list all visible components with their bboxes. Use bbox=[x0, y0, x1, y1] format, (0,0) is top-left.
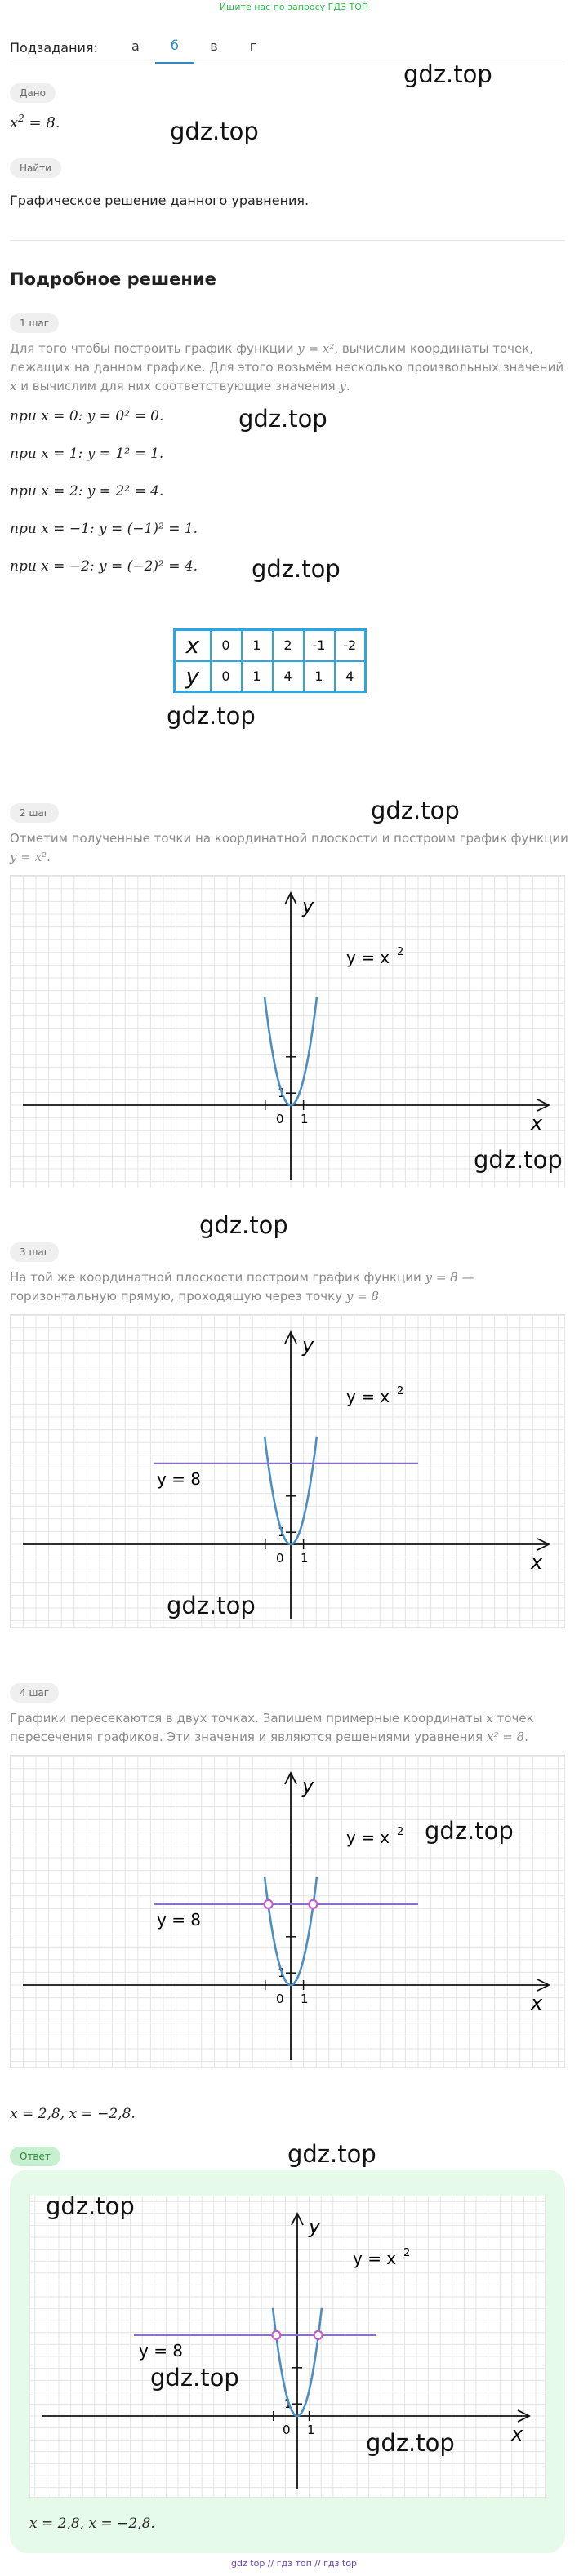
calc-line-4: при x = −1: y = (−1)² = 1. bbox=[10, 521, 198, 537]
subtasks-tabs bbox=[10, 31, 273, 64]
step1-text-b: , вычислим координаты точек, лежащих на данном графике. Для этого возьмём несколько произвольных значений bbox=[10, 341, 564, 375]
step1-x: x bbox=[10, 379, 17, 393]
given-eq-exp: 2 bbox=[18, 113, 24, 124]
coordinate-plane bbox=[10, 875, 565, 1188]
find-text: Графическое решение данного уравнения. bbox=[10, 193, 310, 208]
step1-chip: 1 шаг bbox=[10, 313, 59, 333]
coordinate-plane bbox=[10, 1314, 565, 1628]
x-axis-label: x bbox=[531, 1551, 543, 1574]
graph-answer bbox=[29, 2196, 546, 2498]
calc-line-5: при x = −2: y = (−2)² = 4. bbox=[10, 558, 198, 575]
step1-text bbox=[10, 340, 573, 396]
step4-text bbox=[10, 1709, 573, 1747]
table-head-y: y bbox=[175, 661, 211, 692]
answer-result: x = 2,8, x = −2,8. bbox=[29, 2516, 155, 2532]
parabola-label: y = x bbox=[346, 948, 390, 967]
table-cell: -1 bbox=[304, 630, 335, 661]
x-axis-label: x bbox=[511, 2423, 523, 2445]
tab-a[interactable]: а bbox=[131, 38, 140, 54]
line-y8-label: y = 8 bbox=[157, 1909, 202, 1930]
parabola-label-exp: 2 bbox=[397, 1826, 404, 1838]
tab-b[interactable]: б bbox=[155, 31, 194, 64]
y-unit-label: 1 bbox=[278, 1525, 286, 1539]
tab-g[interactable]: г bbox=[249, 38, 257, 54]
footer-links[interactable]: gdz top // гдз топ // гдз top bbox=[231, 2558, 357, 2569]
given-equation bbox=[10, 113, 60, 131]
y-unit-label: 1 bbox=[278, 1086, 286, 1100]
y-axis-label: y bbox=[309, 2215, 321, 2238]
step4-text-b: точек пересечения графиков. Эти значения и являются решениями уравнения bbox=[10, 1711, 534, 1744]
table-cell: 0 bbox=[211, 661, 242, 692]
calc-line-2: при x = 1: y = 1² = 1. bbox=[10, 446, 164, 462]
find-chip: Найти bbox=[10, 158, 61, 178]
x-axis-label: x bbox=[531, 1112, 543, 1135]
intersection-point bbox=[309, 1900, 317, 1908]
origin-label: 0 bbox=[283, 2423, 291, 2437]
table-cell: 1 bbox=[304, 661, 335, 692]
graph-intersect bbox=[10, 1755, 565, 2068]
parabola-label-exp: 2 bbox=[397, 946, 404, 958]
watermark: gdz.top bbox=[366, 2429, 455, 2457]
step3-fn: y = 8 bbox=[425, 1270, 458, 1285]
x-unit-label: 1 bbox=[307, 2423, 315, 2437]
origin-label: 0 bbox=[276, 1992, 284, 2006]
y-axis-label: y bbox=[302, 895, 314, 917]
calc-line-1: при x = 0: y = 0² = 0. bbox=[10, 408, 164, 424]
step2-text bbox=[10, 829, 573, 867]
step3-pt: y = 8 bbox=[345, 1289, 379, 1304]
line-y8-label: y = 8 bbox=[139, 2340, 184, 2361]
table-row-y bbox=[175, 661, 366, 692]
watermark: gdz.top bbox=[238, 405, 327, 433]
step1-text-d: . bbox=[345, 379, 350, 393]
intersection-point bbox=[314, 2331, 323, 2339]
table-cell: 1 bbox=[242, 630, 273, 661]
coordinate-plane bbox=[10, 1755, 565, 2068]
step3-text bbox=[10, 1268, 573, 1306]
y-unit-label: 1 bbox=[278, 1965, 286, 1980]
step2-text-a: Отметим полученные точки на координатной плоскости и построим график функции bbox=[10, 831, 568, 846]
values-table bbox=[173, 628, 367, 693]
step2-text-b: . bbox=[47, 850, 51, 864]
watermark: gdz.top bbox=[474, 1146, 563, 1174]
watermark: gdz.top bbox=[287, 2140, 376, 2168]
table-cell: 1 bbox=[242, 661, 273, 692]
intersection-point bbox=[272, 2331, 280, 2339]
tab-v[interactable]: в bbox=[210, 38, 218, 54]
step1-y: y bbox=[339, 379, 346, 393]
parabola-label: y = x bbox=[346, 1828, 390, 1847]
given-eq-base: x bbox=[10, 114, 19, 131]
x-unit-label: 1 bbox=[301, 1112, 309, 1126]
watermark: gdz.top bbox=[403, 60, 492, 88]
step3-text-c: . bbox=[378, 1289, 383, 1304]
step4-chip: 4 шаг bbox=[10, 1683, 59, 1703]
step3-text-b: — горизонтальную прямую, проходящую через точку bbox=[10, 1270, 474, 1304]
answer-chip: Ответ bbox=[10, 2147, 60, 2166]
watermark: gdz.top bbox=[150, 2364, 239, 2392]
step4-eq: x² = 8 bbox=[486, 1730, 525, 1744]
calc-line-3: при x = 2: y = 2² = 4. bbox=[10, 483, 164, 500]
step1-fn: y = x² bbox=[297, 341, 335, 356]
parabola-label-exp: 2 bbox=[403, 2247, 411, 2259]
step4-text-c: . bbox=[524, 1730, 528, 1744]
top-search-link[interactable]: Ищите нас по запросу ГДЗ ТОП bbox=[219, 2, 369, 12]
watermark: gdz.top bbox=[199, 1211, 288, 1239]
x-axis-label: x bbox=[531, 1992, 543, 2014]
parabola-label: y = x bbox=[346, 1387, 390, 1406]
intersection-point bbox=[265, 1900, 273, 1908]
graph-parabola bbox=[10, 875, 565, 1188]
x-unit-label: 1 bbox=[301, 1551, 309, 1566]
table-cell: 4 bbox=[273, 661, 304, 692]
parabola-label-exp: 2 bbox=[397, 1385, 404, 1397]
watermark: gdz.top bbox=[170, 118, 259, 145]
x-unit-label: 1 bbox=[301, 1992, 309, 2006]
step4-result: x = 2,8, x = −2,8. bbox=[10, 2106, 136, 2122]
table-head-x: x bbox=[175, 630, 211, 661]
table-cell: -2 bbox=[335, 630, 366, 661]
step2-fn: y = x² bbox=[10, 850, 47, 864]
subtasks-label: Подзадания: bbox=[10, 39, 98, 56]
watermark: gdz.top bbox=[167, 702, 256, 730]
watermark: gdz.top bbox=[167, 1592, 256, 1619]
table-cell: 2 bbox=[273, 630, 304, 661]
origin-label: 0 bbox=[276, 1551, 284, 1566]
step1-text-a: Для того чтобы построить график функции bbox=[10, 341, 298, 356]
origin-label: 0 bbox=[276, 1112, 284, 1126]
graph-line bbox=[10, 1314, 565, 1628]
y-axis-label: y bbox=[302, 1334, 314, 1357]
coordinate-plane bbox=[29, 2196, 546, 2498]
solution-title: Подробное решение bbox=[10, 269, 216, 289]
watermark: gdz.top bbox=[371, 797, 460, 824]
line-y8-label: y = 8 bbox=[157, 1468, 202, 1489]
parabola-label: y = x bbox=[353, 2249, 397, 2268]
step1-text-c: и вычислим для них соответствующие значения bbox=[16, 379, 340, 393]
watermark: gdz.top bbox=[425, 1817, 514, 1845]
step3-chip: 3 шаг bbox=[10, 1242, 59, 1262]
watermark: gdz.top bbox=[46, 2192, 135, 2220]
find-divider bbox=[10, 240, 565, 241]
given-eq-rest: = 8. bbox=[24, 114, 60, 131]
table-row-x bbox=[175, 630, 366, 661]
step2-chip: 2 шаг bbox=[10, 803, 59, 823]
step3-text-a: На той же координатной плоскости построим график функции bbox=[10, 1270, 425, 1285]
given-chip: Дано bbox=[10, 83, 56, 103]
y-unit-label: 1 bbox=[284, 2396, 292, 2411]
table-cell: 0 bbox=[211, 630, 242, 661]
step4-text-a: Графики пересекаются в двух точках. Запишем примерные координаты bbox=[10, 1711, 487, 1725]
y-axis-label: y bbox=[302, 1774, 314, 1797]
watermark: gdz.top bbox=[252, 555, 341, 583]
table-cell: 4 bbox=[335, 661, 366, 692]
step4-x: x bbox=[486, 1711, 493, 1725]
